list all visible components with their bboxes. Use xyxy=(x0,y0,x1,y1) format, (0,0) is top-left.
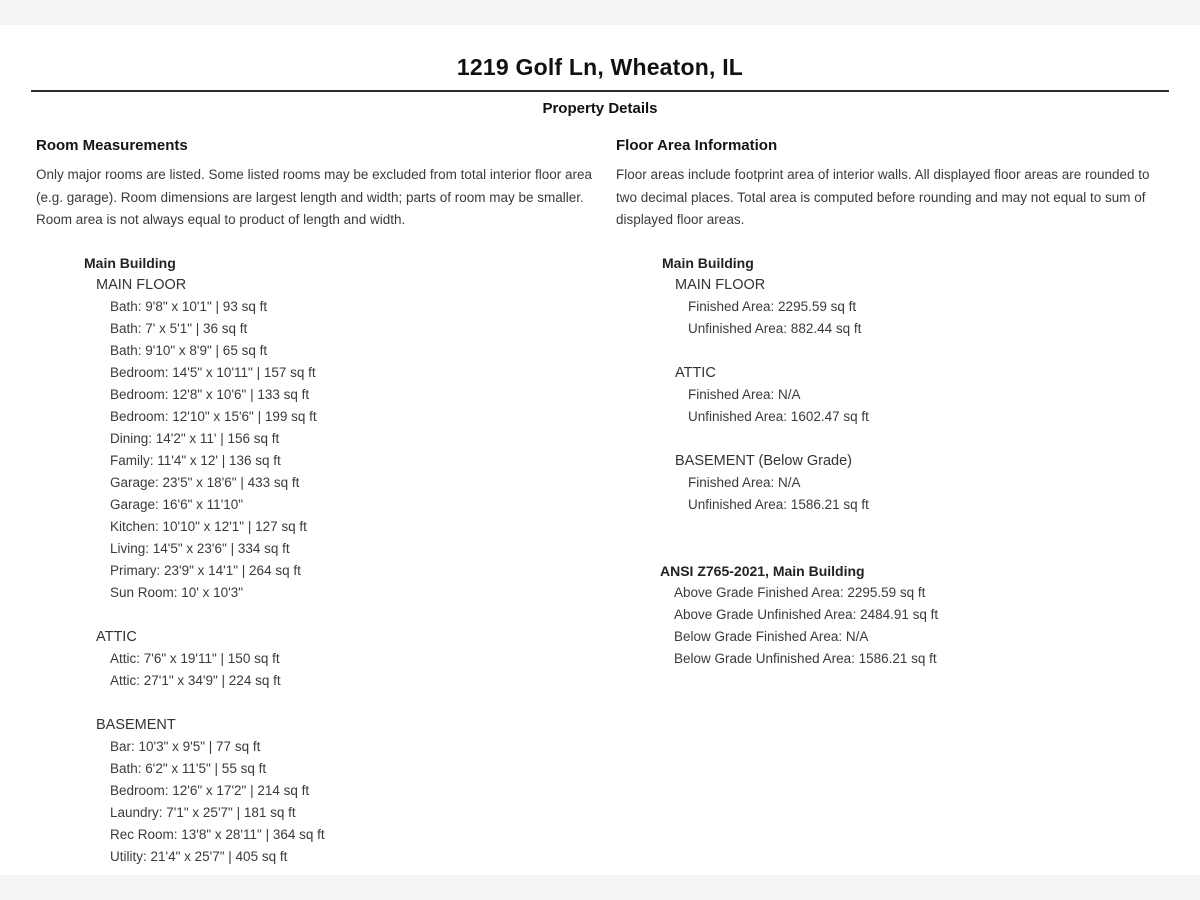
room-measurements-disclaimer: Only major rooms are listed. Some listed rooms may be excluded from total interior floor area (e.g. garage). Room dimensions are largest length and width; parts of room may be smaller. Room area is not always equal to product of length and width. xyxy=(36,167,592,227)
floor-name: BASEMENT (Below Grade) xyxy=(675,452,853,469)
room-line: Bath: 9'10" x 8'9" | 65 sq ft xyxy=(110,342,268,358)
document-sheet xyxy=(0,25,1200,875)
floor-area-heading: Floor Area Information xyxy=(616,137,778,154)
room-list xyxy=(96,648,592,692)
room-line: Garage: 23'5" x 18'6" | 433 sq ft xyxy=(110,474,300,490)
ansi-line: Above Grade Finished Area: 2295.59 sq ft xyxy=(674,584,926,600)
floor-basement xyxy=(84,714,592,868)
room-line: Utility: 21'4" x 25'7" | 405 sq ft xyxy=(110,848,288,864)
room-line: Bath: 6'2" x 11'5" | 55 sq ft xyxy=(110,760,267,776)
room-line: Bar: 10'3" x 9'5" | 77 sq ft xyxy=(110,738,261,754)
room-line: Bedroom: 12'8" x 10'6" | 133 sq ft xyxy=(110,386,310,402)
area-list xyxy=(675,384,1172,428)
area-list xyxy=(675,472,1172,516)
room-line: Dining: 14'2" x 11' | 156 sq ft xyxy=(110,430,280,446)
floor-name: MAIN FLOOR xyxy=(675,276,766,293)
floor-name: MAIN FLOOR xyxy=(96,276,187,293)
room-measurements-heading: Room Measurements xyxy=(36,137,188,154)
room-line: Kitchen: 10'10" x 12'1" | 127 sq ft xyxy=(110,518,307,534)
room-line: Bedroom: 12'10" x 15'6" | 199 sq ft xyxy=(110,408,317,424)
ansi-line: Below Grade Unfinished Area: 1586.21 sq ft xyxy=(674,650,937,666)
floor-attic xyxy=(84,626,592,692)
room-line: Bath: 7' x 5'1" | 36 sq ft xyxy=(110,320,248,336)
ansi-heading: ANSI Z765-2021, Main Building xyxy=(660,562,865,579)
area-line: Unfinished Area: 882.44 sq ft xyxy=(688,320,862,336)
ansi-list xyxy=(660,582,1172,670)
room-line: Bedroom: 14'5" x 10'11" | 157 sq ft xyxy=(110,364,316,380)
room-line: Living: 14'5" x 23'6" | 334 sq ft xyxy=(110,540,290,556)
room-line: Attic: 27'1" x 34'9" | 224 sq ft xyxy=(110,672,281,688)
floor-main-floor xyxy=(84,274,592,604)
room-line: Attic: 7'6" x 19'11" | 150 sq ft xyxy=(110,650,280,666)
area-line: Finished Area: 2295.59 sq ft xyxy=(688,298,857,314)
building-name: Main Building xyxy=(662,254,754,271)
floor-name: ATTIC xyxy=(675,364,716,381)
floor-name: ATTIC xyxy=(96,628,137,645)
area-line: Finished Area: N/A xyxy=(688,386,801,402)
floor-main-floor xyxy=(662,274,1172,340)
room-line: Primary: 23'9" x 14'1" | 264 sq ft xyxy=(110,562,301,578)
room-measurements-section xyxy=(36,137,592,868)
room-line: Bedroom: 12'6" x 17'2" | 214 sq ft xyxy=(110,782,310,798)
room-list xyxy=(96,736,592,868)
floor-name: BASEMENT xyxy=(96,716,176,733)
floor-area-building xyxy=(616,252,1172,516)
floor-area-section xyxy=(616,137,1172,670)
area-line: Finished Area: N/A xyxy=(688,474,801,490)
area-line: Unfinished Area: 1602.47 sq ft xyxy=(688,408,869,424)
room-line: Bath: 9'8" x 10'1" | 93 sq ft xyxy=(110,298,268,314)
room-line: Family: 11'4" x 12' | 136 sq ft xyxy=(110,452,281,468)
floor-attic xyxy=(662,362,1172,428)
area-line: Unfinished Area: 1586.21 sq ft xyxy=(688,496,869,512)
room-line: Laundry: 7'1" x 25'7" | 181 sq ft xyxy=(110,804,296,820)
room-line: Rec Room: 13'8" x 28'11" | 364 sq ft xyxy=(110,826,325,842)
area-list xyxy=(675,296,1172,340)
page-title: 1219 Golf Ln, Wheaton, IL xyxy=(456,54,744,80)
floor-area-disclaimer: Floor areas include footprint area of interior walls. All displayed floor areas are rounded to two decimal places. Total area is computed before rounding and may not equal to sum of displayed floor areas. xyxy=(616,167,1150,227)
room-line: Sun Room: 10' x 10'3" xyxy=(110,584,244,600)
room-list xyxy=(96,296,592,604)
ansi-block xyxy=(616,560,1172,670)
room-measurements-building xyxy=(36,252,592,868)
ansi-line: Below Grade Finished Area: N/A xyxy=(674,628,869,644)
page-subtitle: Property Details xyxy=(542,100,658,117)
ansi-line: Above Grade Unfinished Area: 2484.91 sq ft xyxy=(674,606,939,622)
title-divider xyxy=(31,90,1169,92)
building-name: Main Building xyxy=(84,254,176,271)
floor-basement-below-grade xyxy=(662,450,1172,516)
room-line: Garage: 16'6" x 11'10" xyxy=(110,496,244,512)
